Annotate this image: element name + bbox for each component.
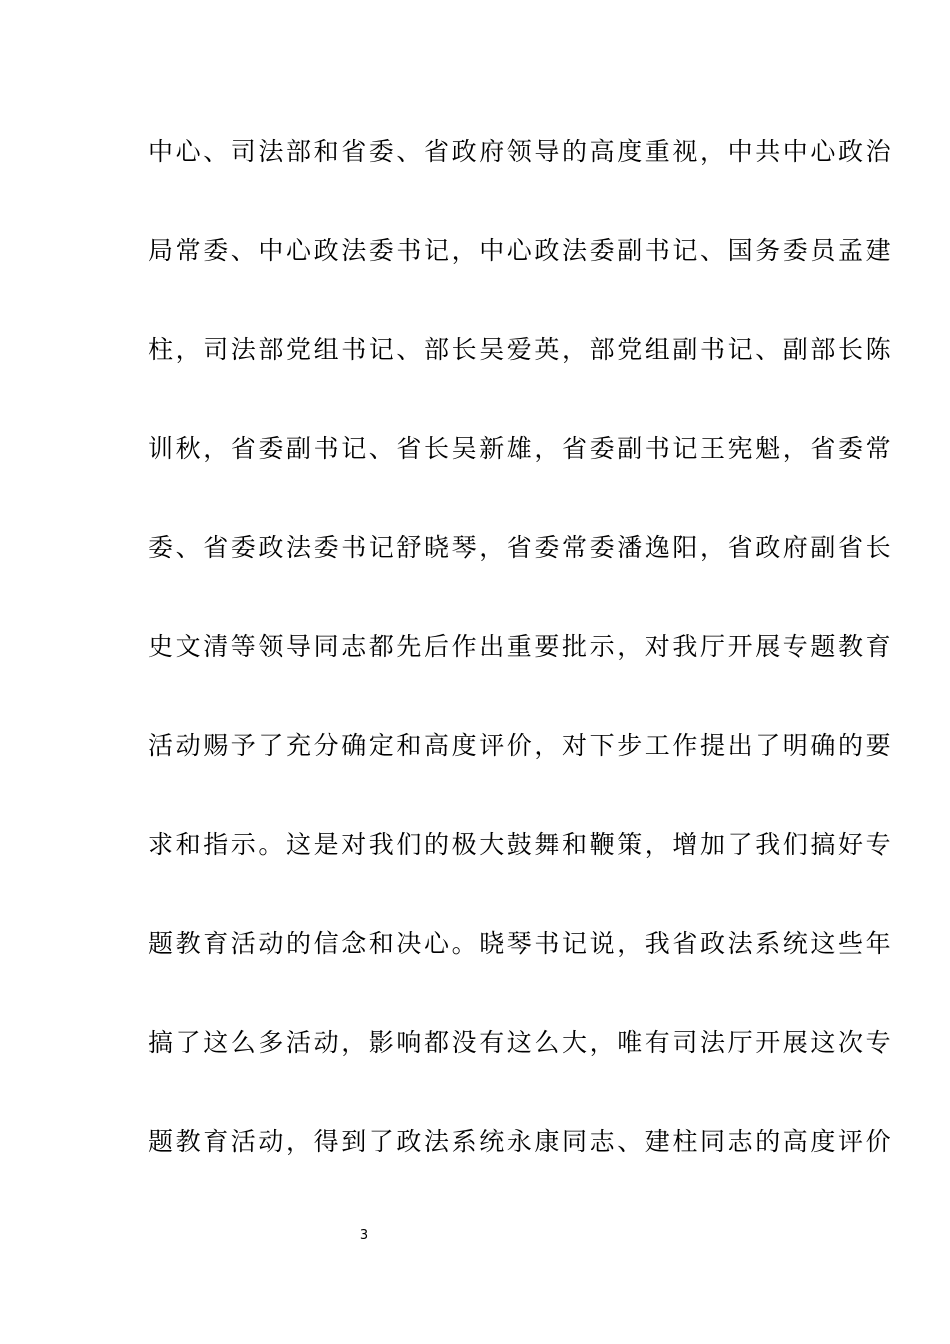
- text-line: 求和指示。这是对我们的极大鼓舞和鞭策，增加了我们搞好专: [148, 830, 894, 859]
- text-line: 中心、司法部和省委、省政府领导的高度重视，中共中心政治: [148, 137, 894, 166]
- text-line: 局常委、中心政法委书记，中心政法委副书记、国务委员孟建: [148, 236, 894, 265]
- text-line: 活动赐予了充分确定和高度评价，对下步工作提出了明确的要: [148, 731, 894, 760]
- text-line: 训秋，省委副书记、省长吴新雄，省委副书记王宪魁，省委常: [148, 434, 894, 463]
- page-number: 3: [359, 1228, 369, 1243]
- text-line: 史文清等领导同志都先后作出重要批示，对我厅开展专题教育: [148, 632, 894, 661]
- text-line: 题教育活动，得到了政法系统永康同志、建柱同志的高度评价: [148, 1127, 894, 1156]
- text-line: 题教育活动的信念和决心。晓琴书记说，我省政法系统这些年: [148, 929, 894, 958]
- text-line: 搞了这么多活动，影响都没有这么大，唯有司法厅开展这次专: [148, 1028, 894, 1057]
- body-paragraph: [148, 128, 894, 1217]
- text-line: 柱，司法部党组书记、部长吴爱英，部党组副书记、副部长陈: [148, 335, 894, 364]
- text-line: 委、省委政法委书记舒晓琴，省委常委潘逸阳，省政府副省长: [148, 533, 894, 562]
